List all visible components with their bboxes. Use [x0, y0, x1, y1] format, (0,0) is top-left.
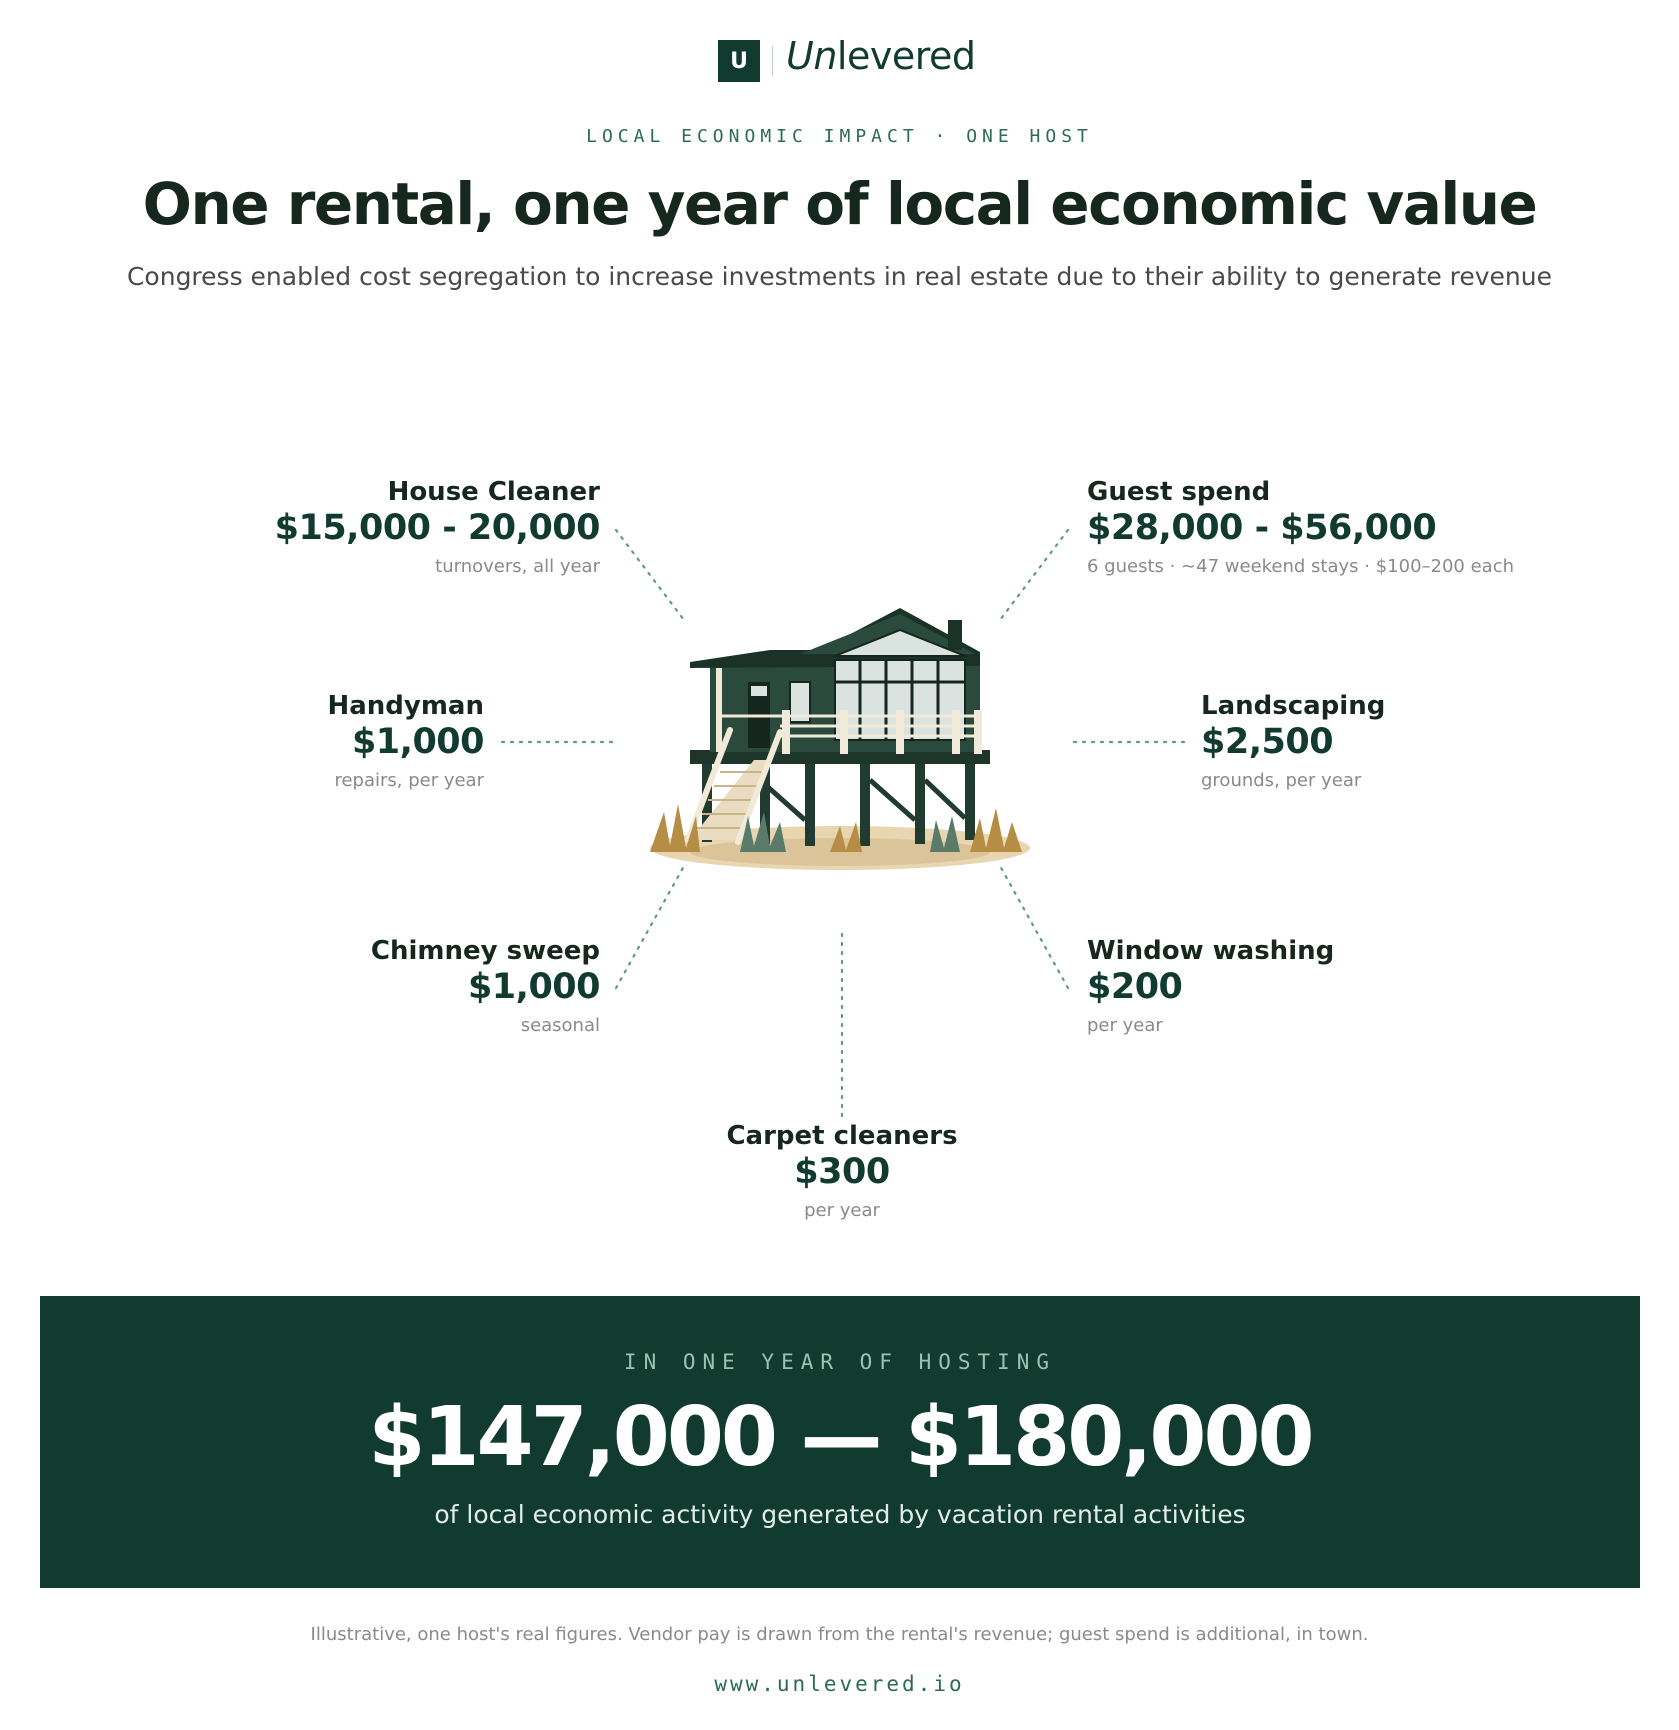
callout-amount: $15,000 - 20,000	[274, 508, 600, 548]
brand-name-part1: Un	[786, 34, 837, 78]
callout-title: Window washing	[1087, 936, 1335, 966]
total-eyebrow: IN ONE YEAR OF HOSTING	[623, 1350, 1057, 1374]
brand-name-part2: levered	[836, 34, 976, 78]
callout-chimney-sweep	[371, 935, 600, 1039]
total-caption: of local economic activity generated by vacation rental activities	[434, 1500, 1246, 1529]
callout-amount: $2,500	[1201, 722, 1334, 762]
callout-window-washing	[1087, 935, 1334, 1039]
house-illustration	[630, 590, 1050, 905]
logo-letter: U	[730, 48, 748, 74]
callout-title: Guest spend	[1087, 477, 1271, 507]
callout-guest-spend	[1087, 476, 1514, 580]
callout-note: grounds, per year	[1201, 770, 1362, 791]
callout-amount: $1,000	[351, 722, 484, 762]
callout-note: per year	[1087, 1015, 1163, 1036]
callout-landscaping	[1201, 690, 1385, 794]
callout-title: Landscaping	[1201, 691, 1386, 721]
callout-title: House Cleaner	[387, 477, 600, 507]
callout-title: Chimney sweep	[370, 936, 600, 966]
callout-amount: $1,000	[467, 967, 600, 1007]
page-subtitle: Congress enabled cost segregation to increase investments in real estate due to their ability to generate revenue	[126, 262, 1553, 291]
callout-house-cleaner	[275, 476, 600, 580]
callout-note: 6 guests · ~47 weekend stays · $100–200 each	[1087, 556, 1515, 577]
callout-amount: $200	[1087, 967, 1183, 1007]
callout-handyman	[327, 690, 484, 794]
callout-title: Carpet cleaners	[726, 1121, 958, 1151]
callout-note: seasonal	[520, 1015, 600, 1036]
callout-note: per year	[804, 1200, 880, 1221]
callout-carpet-cleaners	[642, 1120, 1042, 1224]
stilt-house-icon	[630, 590, 1050, 905]
callout-note: turnovers, all year	[435, 556, 600, 577]
callout-note: repairs, per year	[334, 770, 484, 791]
callout-amount: $28,000 - $56,000	[1087, 508, 1437, 548]
callout-amount: $300	[794, 1152, 890, 1192]
callout-title: Handyman	[327, 691, 484, 721]
total-amount: $147,000 — $180,000	[368, 1390, 1312, 1485]
eyebrow: LOCAL ECONOMIC IMPACT · ONE HOST	[586, 126, 1093, 147]
page-title: One rental, one year of local economic value	[142, 170, 1537, 238]
website-link[interactable]: www.unlevered.io	[714, 1672, 965, 1696]
footnote: Illustrative, one host's real figures. Vendor pay is drawn from the rental's revenue; guest spend is additional, in town.	[310, 1624, 1369, 1645]
